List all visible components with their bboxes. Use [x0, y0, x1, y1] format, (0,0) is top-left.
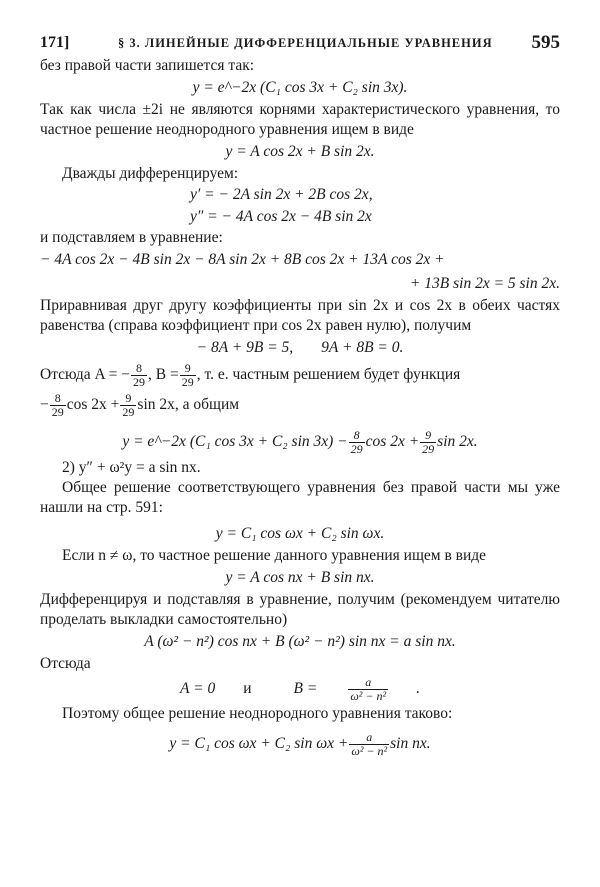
fraction — [50, 392, 66, 419]
fraction — [180, 362, 196, 389]
paragraph: Дифференцируя и подставляя в уравнение, получим (рекомендуем читателю проделать выкладки самостоятельно) — [40, 591, 560, 628]
section-number: 171] — [40, 34, 70, 51]
denominator: 29 — [51, 404, 64, 419]
text-span: cos 2x + — [66, 396, 120, 413]
formula: − 4A cos 2x − 4B sin 2x − 8A sin 2x + 8B cos 2x + 13A cos 2x + — [40, 251, 445, 268]
numerator: 9 — [120, 392, 136, 406]
text-line: Если n ≠ ω, то частное решение данного уравнения ищем в виде — [62, 547, 487, 564]
text-line: Поэтому общее решение неоднородного уравнения таково: — [62, 705, 453, 722]
formula: y = C₁ cos ωx + C₂ sin ωx. — [215, 525, 385, 542]
numerator: 9 — [180, 362, 196, 376]
text-span: sin 2x, а общим — [137, 396, 240, 413]
denominator: 29 — [350, 441, 363, 456]
denominator: 29 — [122, 404, 135, 419]
denominator: 29 — [181, 374, 194, 389]
paragraph: Общее решение соответствующего уравнения без правой части мы уже нашли на стр. 591: — [40, 479, 560, 516]
text-span: , B = — [148, 366, 179, 383]
fraction — [120, 392, 136, 419]
derivative-equations — [190, 184, 560, 228]
formula: − 8A + 9B = 5, — [196, 339, 294, 356]
item-heading: 2) y″ + ω²y = a sin nx. — [62, 459, 201, 476]
numerator: a — [348, 676, 388, 690]
text-span: y = e^−2x (C₁ cos 3x + C₂ sin 3x) − — [122, 433, 348, 450]
paragraph: Так как числа ±2i не являются корнями характеристического уравнения, то частное решение неоднородного уравнения ищем в виде — [40, 101, 560, 138]
system-equations — [40, 336, 560, 360]
text-span: т. е. частным решением будет функция — [204, 366, 461, 383]
formula: y = A cos nx + B sin nx. — [225, 569, 375, 586]
formula — [40, 426, 560, 458]
text-span: sin nx. — [390, 735, 431, 752]
formula: y = A cos 2x + B sin 2x. — [225, 143, 375, 160]
text-span: и — [243, 680, 252, 697]
fraction — [349, 429, 365, 456]
formula: y = e^−2x (C₁ cos 3x + C₂ sin 3x). — [192, 79, 408, 96]
text-line: Дважды дифференцируем: — [62, 165, 239, 182]
book-page — [40, 34, 560, 760]
text-line: Отсюда — [40, 655, 91, 672]
fraction — [420, 429, 436, 456]
numerator: 8 — [349, 429, 365, 443]
denominator: ω² − n² — [351, 743, 388, 758]
formula: A (ω² − n²) cos nx + B (ω² − n²) sin nx = a sin nx. — [144, 633, 456, 650]
header-title: § 3. ЛИНЕЙНЫЕ ДИФФЕРЕНЦИАЛЬНЫЕ УРАВНЕНИЯ — [118, 36, 493, 50]
formula: + 13B sin 2x = 5 sin 2x. — [409, 275, 560, 292]
text-span: Отсюда A = − — [40, 366, 131, 383]
formula: A = 0 и B = $\frac{a}{\text{ω² − n²}}$ . — [180, 674, 420, 703]
paragraph: Приравнивая друг другу коэффициенты при sin 2x и cos 2x в обеих частях равенства (справа коэффициент при cos 2x равен нулю), получим — [40, 297, 560, 334]
numerator: 8 — [131, 362, 147, 376]
text-span: A = 0 — [180, 680, 216, 697]
numerator: a — [349, 731, 389, 745]
text-span: sin 2x. — [437, 433, 478, 450]
text-span: B = — [293, 680, 318, 697]
formula — [40, 728, 560, 760]
fraction — [131, 362, 147, 389]
formula: y′ = − 2A sin 2x + 2B cos 2x, — [190, 186, 373, 203]
formula: 9A + 8B = 0. — [321, 339, 404, 356]
denominator: ω² − n² — [350, 688, 387, 703]
text-line: и подставляем в уравнение: — [40, 229, 223, 246]
text-span: cos 2x + — [365, 433, 420, 450]
running-header — [40, 34, 560, 56]
page-number: 595 — [531, 32, 560, 53]
numerator: 9 — [420, 429, 436, 443]
text-line: − $\frac{8}{29}$ cos 2x + $\frac{9}{29}$ sin 2x, а общим — [40, 390, 240, 419]
denominator: 29 — [422, 441, 435, 456]
fraction — [334, 676, 402, 703]
text-span: y = C₁ cos ωx + C₂ sin ωx + — [169, 735, 349, 752]
text-line: без правой части запишется так: — [40, 57, 255, 74]
text-line: Отсюда A = − $\frac{8}{29}$ , B = $\frac{9}{29}$ , т. е. частным решением будет функция — [40, 360, 461, 389]
numerator: 8 — [50, 392, 66, 406]
denominator: 29 — [133, 374, 146, 389]
formula: y″ = − 4A cos 2x − 4B sin 2x — [190, 208, 372, 225]
fraction — [349, 731, 389, 758]
